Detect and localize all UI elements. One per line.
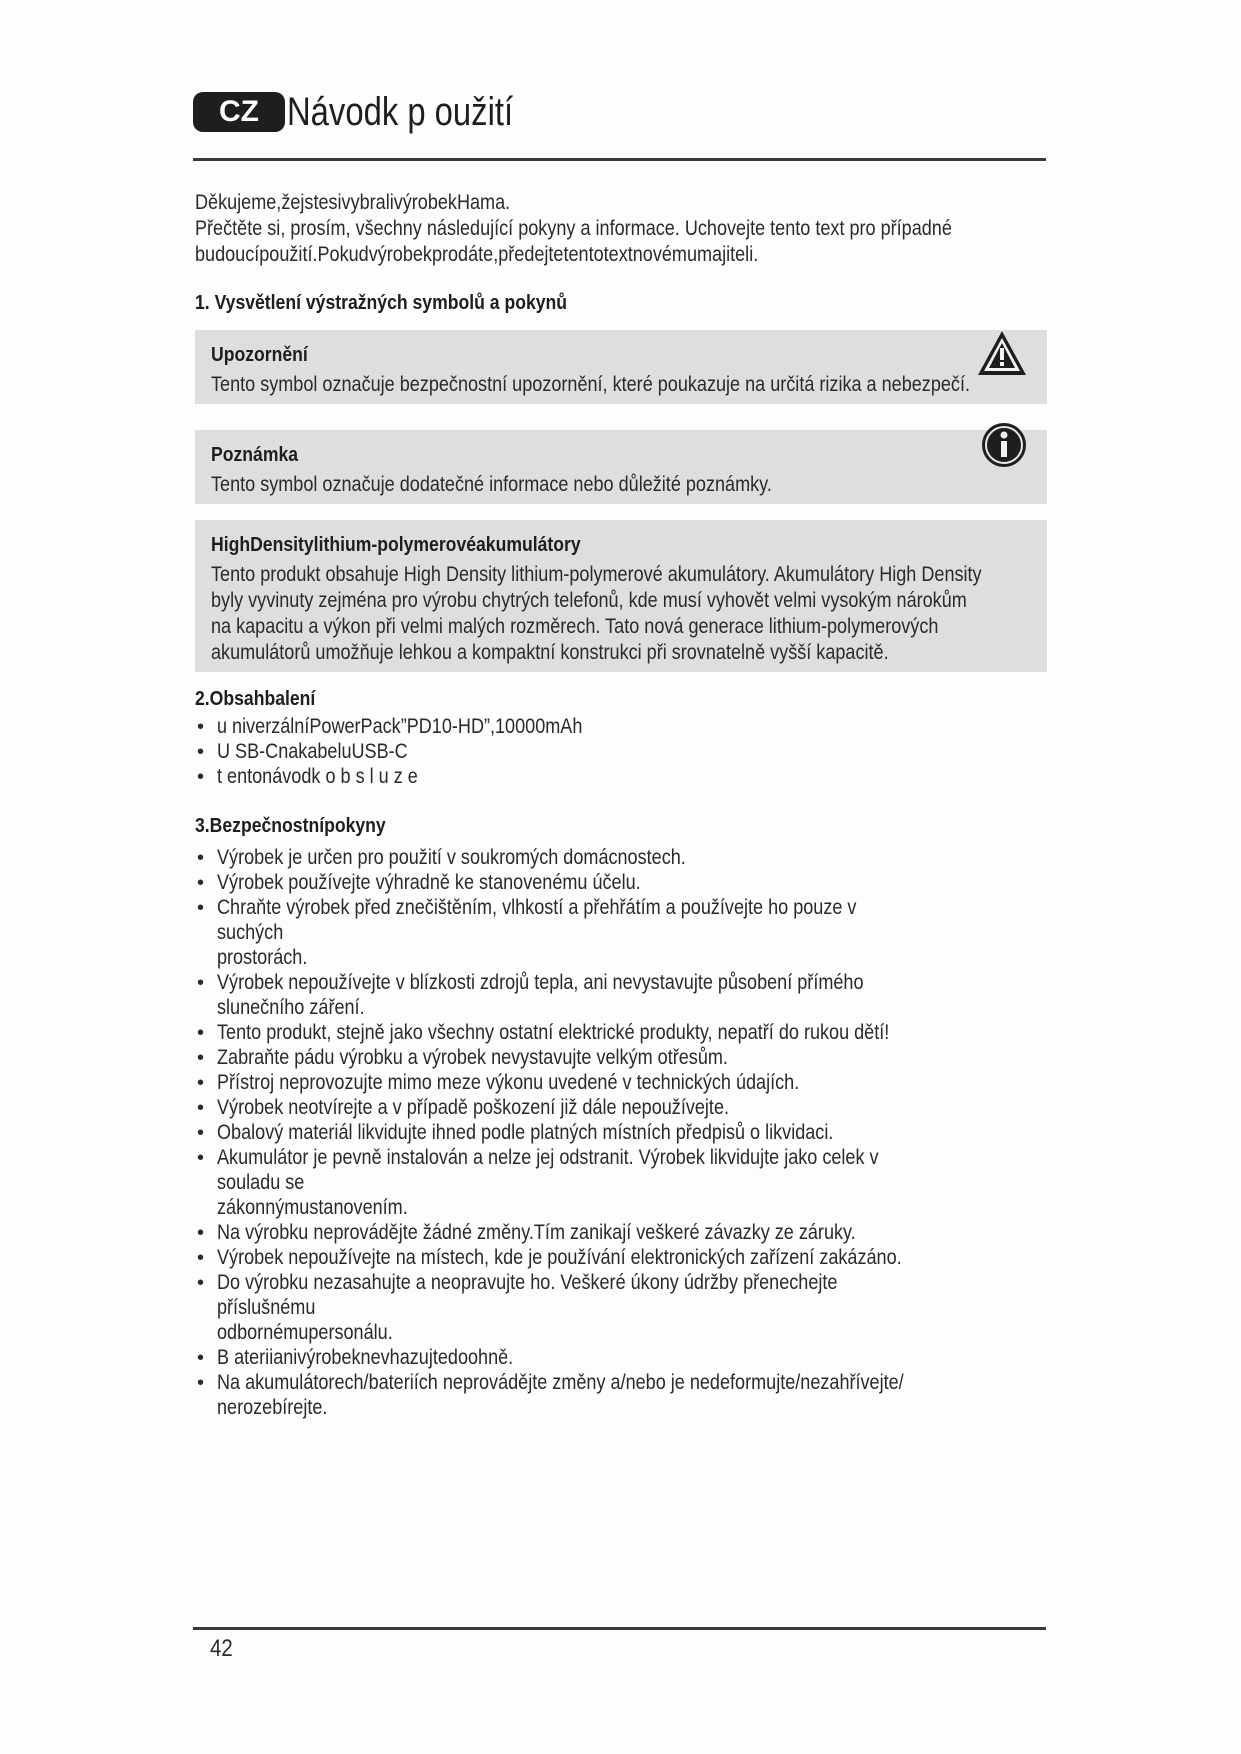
list-item: • Na výrobku neprovádějte žádné změny.Tím zanikají veškeré závazky ze záruky. — [195, 1220, 1055, 1245]
note-text: Tento symbol označuje dodatečné informace nebo důležité poznámky. — [211, 473, 772, 496]
list-item: • Výrobek je určen pro použití v soukromých domácnostech. — [195, 845, 1055, 870]
list-item: • Výrobek nepoužívejte v blízkosti zdrojů tepla, ani nevystavujte působení přímého slunečního záření. — [195, 970, 1055, 1020]
intro-paragraph — [195, 190, 1055, 268]
safety-instructions-list — [195, 845, 1055, 1420]
list-item: • U SB-CnakabeluUSB-C — [195, 739, 1055, 764]
list-item: • Zabraňte pádu výrobku a výrobek nevystavujte velkým otřesům. — [195, 1045, 1055, 1070]
note-box — [195, 430, 1047, 504]
intro-line-2: Přečtěte si, prosím, všechny následující pokyny a informace. Uchovejte tento text pro případné — [195, 217, 952, 240]
list-item: • Akumulátor je pevně instalován a nelze jej odstranit. Výrobek likvidujte jako celek v souladu se zákonnýmustanovením. — [195, 1145, 1055, 1220]
battery-line: akumulátorů umožňuje lehkou a kompaktní konstrukci při srovnatelně vyšší kapacitě. — [211, 641, 889, 664]
list-item: • t entonávodk o b s l u z e — [195, 764, 1055, 789]
list-item: • Tento produkt, stejně jako všechny ostatní elektrické produkty, nepatří do rukou dětí! — [195, 1020, 1055, 1045]
language-badge: CZ — [193, 92, 285, 132]
page-footer — [193, 1627, 1046, 1662]
list-item: • Do výrobku nezasahujte a neopravujte ho. Veškeré úkony údržby přenechejte příslušnému odbornémupersonálu. — [195, 1270, 1055, 1345]
list-item: • Na akumulátorech/bateriích neprovádějte změny a/nebo je nedeformujte/nezahřívejte/ nerozebírejte. — [195, 1370, 1055, 1420]
warning-text: Tento symbol označuje bezpečnostní upozornění, které poukazuje na určitá rizika a nebezpečí. — [211, 373, 970, 396]
list-item: • Výrobek neotvírejte a v případě poškození již dále nepoužívejte. — [195, 1095, 1055, 1120]
section-2-heading: 2.Obsahbalení — [195, 688, 316, 710]
intro-line-1: Děkujeme,žejstesivybralivýrobekHama. — [195, 191, 511, 214]
battery-line: Tento produkt obsahuje High Density lithium-polymerové akumulátory. Akumulátory High Density — [211, 563, 982, 586]
section-1-heading: 1. Vysvětlení výstražných symbolů a pokynů — [195, 292, 568, 314]
page-number: 42 — [210, 1635, 233, 1662]
warning-box — [195, 330, 1047, 404]
warning-triangle-icon — [975, 328, 1029, 378]
section-3-heading: 3.Bezpečnostnípokyny — [195, 815, 386, 837]
page-title: Návodk p oužití — [287, 90, 514, 134]
warning-title: Upozornění — [211, 344, 308, 366]
list-item: • B ateriianivýrobeknevhazujtedoohně. — [195, 1345, 1055, 1370]
list-item: • Výrobek nepoužívejte na místech, kde je používání elektronických zařízení zakázáno. — [195, 1245, 1055, 1270]
battery-title: HighDensitylithium-polymerovéakumulátory — [211, 534, 581, 556]
list-item: • Obalový materiál likvidujte ihned podle platných místních předpisů o likvidaci. — [195, 1120, 1055, 1145]
list-item: • Přístroj neprovozujte mimo meze výkonu uvedené v technických údajích. — [195, 1070, 1055, 1095]
package-contents-list — [195, 714, 1055, 789]
intro-line-3: budoucípoužití.Pokudvýrobekprodáte,předejtetentotextnovémumajiteli. — [195, 243, 759, 266]
page-content — [195, 190, 1055, 1420]
info-icon — [981, 422, 1027, 468]
battery-info-box — [195, 520, 1047, 672]
list-item: • u niverzálníPowerPack”PD10-HD”,10000mAh — [195, 714, 1055, 739]
note-title: Poznámka — [211, 444, 299, 466]
list-item: • Chraňte výrobek před znečištěním, vlhkostí a přehřátím a používejte ho pouze v suchých prostorách. — [195, 895, 1055, 970]
battery-line: na kapacitu a výkon při velmi malých rozměrech. Tato nová generace lithium-polymerových — [211, 615, 939, 638]
page-header — [193, 84, 1046, 161]
list-item: • Výrobek používejte výhradně ke stanovenému účelu. — [195, 870, 1055, 895]
battery-line: byly vyvinuty zejména pro výrobu chytrých telefonů, kde musí vyhovět velmi vysokým nárokům — [211, 589, 967, 612]
